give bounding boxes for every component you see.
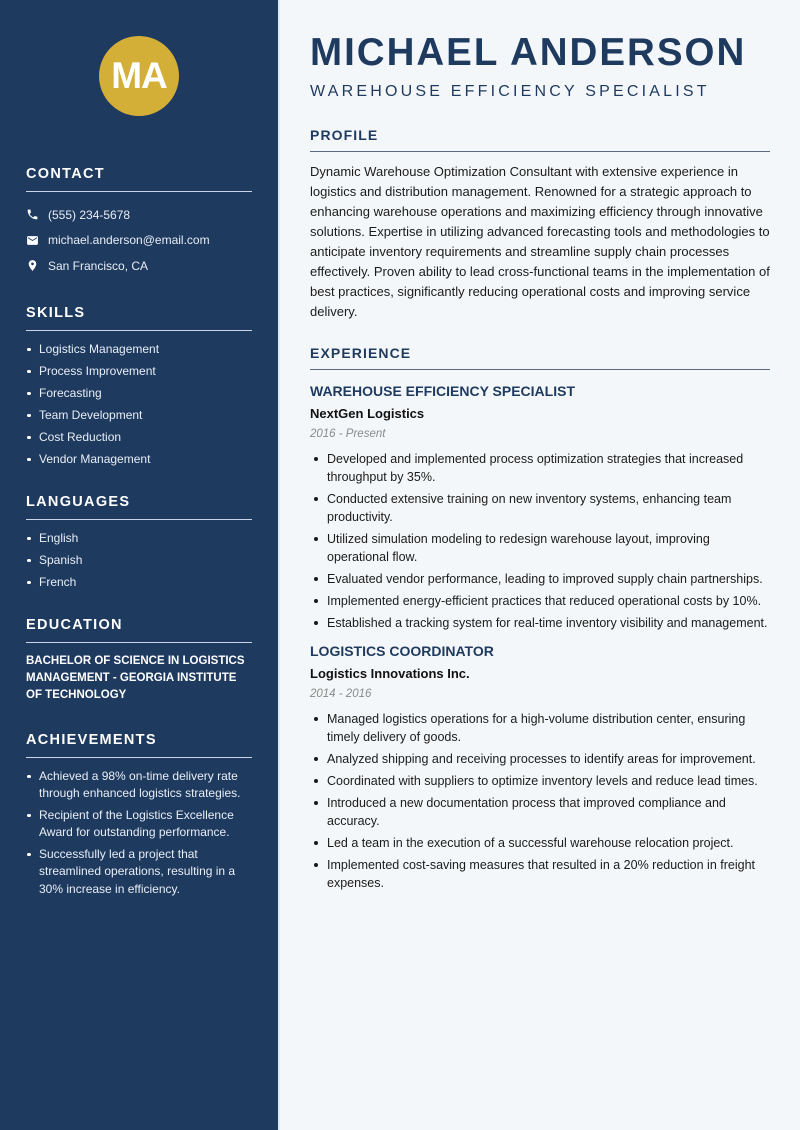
job-bullet: Coordinated with suppliers to optimize inventory levels and reduce lead times. — [310, 772, 770, 790]
skill-item: Team Development — [26, 407, 252, 424]
section-heading-profile: PROFILE — [310, 127, 770, 152]
job-bullet: Developed and implemented process optimization strategies that increased throughput by 35%. — [310, 450, 770, 486]
education-section — [26, 617, 252, 704]
phone-text: (555) 234-5678 — [48, 207, 131, 222]
achievement-item: Achieved a 98% on-time delivery rate through enhanced logistics strategies. — [26, 768, 252, 803]
language-item: Spanish — [26, 552, 252, 569]
section-heading-contact: CONTACT — [26, 166, 252, 192]
contact-email — [26, 228, 252, 254]
contact-phone — [26, 202, 252, 228]
section-heading-languages: LANGUAGES — [26, 494, 252, 520]
job-title: LOGISTICS COORDINATOR — [310, 643, 494, 659]
achievements-list — [26, 768, 252, 899]
job-bullet: Established a tracking system for real-time inventory visibility and management. — [310, 614, 770, 632]
location-text: San Francisco, CA — [48, 258, 149, 273]
section-heading-skills: SKILLS — [26, 305, 252, 331]
achievement-item: Recipient of the Logistics Excellence Award for outstanding performance. — [26, 807, 252, 842]
skill-item: Forecasting — [26, 385, 252, 402]
language-item: French — [26, 574, 252, 591]
education-entry: BACHELOR OF SCIENCE IN LOGISTICS MANAGEMENT - GEORGIA INSTITUTE OF TECHNOLOGY — [26, 654, 245, 701]
job-entry — [310, 642, 770, 892]
location-pin-icon — [26, 259, 39, 272]
achievement-item: Successfully led a project that streamlined operations, resulting in a 30% increase in efficiency. — [26, 846, 252, 899]
job-bullet: Introduced a new documentation process that improved compliance and accuracy. — [310, 794, 770, 830]
job-bullet: Managed logistics operations for a high-volume distribution center, ensuring timely delivery of goods. — [310, 710, 770, 746]
skill-item: Logistics Management — [26, 341, 252, 358]
profile-section — [310, 127, 770, 322]
profile-text: Dynamic Warehouse Optimization Consultant with extensive experience in logistics and distribution management. Renowned for a strategic approach to enhancing warehouse operations and maximizing efficiency through innovative solutions. Expertise in utilizing advanced forecasting tools and methodologies to anticipate inventory requirements and streamline supply chain processes effectively. Proven ability to lead cross-functional teams in the implementation of best practices, significantly reducing operational costs and improving service delivery. — [310, 164, 770, 319]
skills-section — [26, 305, 252, 468]
job-bullet: Implemented cost-saving measures that resulted in a 20% reduction in freight expenses. — [310, 856, 770, 892]
contact-section — [26, 166, 252, 279]
job-title: WAREHOUSE EFFICIENCY SPECIALIST — [310, 383, 575, 399]
section-heading-education: EDUCATION — [26, 617, 252, 643]
section-heading-achievements: ACHIEVEMENTS — [26, 732, 252, 758]
email-icon — [26, 234, 39, 247]
main-content — [280, 0, 800, 1130]
job-bullet: Conducted extensive training on new inventory systems, enhancing team productivity. — [310, 490, 770, 526]
experience-section — [310, 345, 770, 892]
job-bullet: Evaluated vendor performance, leading to improved supply chain partnerships. — [310, 570, 770, 588]
languages-list — [26, 530, 252, 591]
job-entry — [310, 382, 770, 632]
job-bullet: Implemented energy-efficient practices that reduced operational costs by 10%. — [310, 592, 770, 610]
achievements-section — [26, 732, 252, 899]
phone-icon — [26, 208, 39, 221]
job-dates: 2016 - Present — [310, 428, 386, 440]
candidate-name: MICHAEL ANDERSON — [310, 31, 747, 74]
section-heading-experience: EXPERIENCE — [310, 345, 770, 370]
job-bullet: Led a team in the execution of a successful warehouse relocation project. — [310, 834, 770, 852]
job-bullets — [310, 450, 770, 632]
email-text[interactable]: michael.anderson@email.com — [48, 233, 210, 248]
skill-item: Process Improvement — [26, 363, 252, 380]
job-company: NextGen Logistics — [310, 406, 425, 421]
candidate-title: WAREHOUSE EFFICIENCY SPECIALIST — [310, 83, 710, 100]
skills-list — [26, 341, 252, 468]
job-dates: 2014 - 2016 — [310, 688, 372, 700]
job-bullet: Utilized simulation modeling to redesign warehouse layout, improving operational flow. — [310, 530, 770, 566]
skill-item: Vendor Management — [26, 451, 252, 468]
sidebar — [0, 0, 280, 1130]
contact-location — [26, 253, 252, 279]
job-bullet: Analyzed shipping and receiving processes to identify areas for improvement. — [310, 750, 770, 768]
job-bullets — [310, 710, 770, 892]
skill-item: Cost Reduction — [26, 429, 252, 446]
job-company: Logistics Innovations Inc. — [310, 666, 470, 681]
language-item: English — [26, 530, 252, 547]
languages-section — [26, 494, 252, 591]
avatar: MA — [99, 36, 179, 116]
